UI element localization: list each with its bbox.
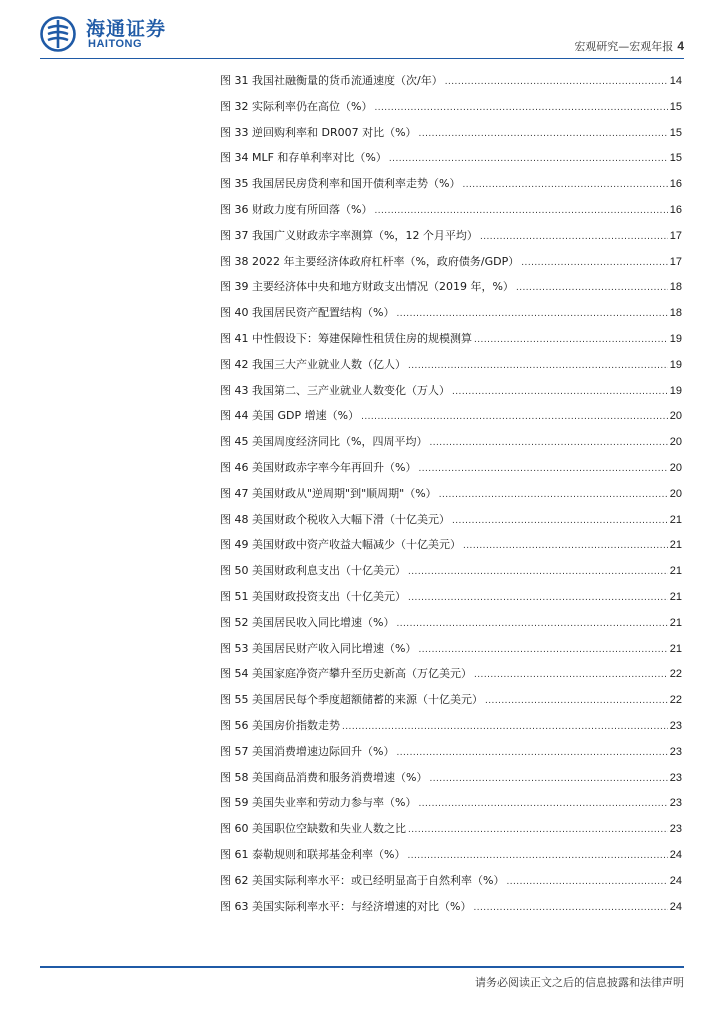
toc-entry-label: 图 60 美国职位空缺数和失业人数之比: [220, 822, 406, 836]
toc-leader-dots: [506, 869, 667, 895]
toc-entry-label: 图 31 我国社融衡量的货币流通速度（次/年）: [220, 74, 443, 87]
toc-leader-dots: [439, 482, 668, 508]
toc-entry[interactable]: [220, 300, 682, 326]
toc-leader-dots: [418, 637, 667, 663]
toc-entry-label: 图 61 泰勒规则和联邦基金利率（%）: [220, 847, 406, 861]
toc-entry-label: 图 41 中性假设下：筹建保障性租赁住房的规模测算: [220, 331, 472, 345]
toc-leader-dots: [462, 172, 667, 198]
toc-entry-page: 23: [669, 771, 682, 784]
toc-entry-label: 图 47 美国财政从"逆周期"到"顺周期"（%）: [220, 486, 437, 500]
toc-entry-page: 15: [669, 126, 682, 139]
toc-entry-label: 图 49 美国财政中资产收益大幅减少（十亿美元）: [220, 538, 461, 552]
toc-entry-label: 图 53 美国居民财产收入同比增速（%）: [220, 641, 417, 655]
toc-entry[interactable]: [220, 558, 682, 584]
toc-leader-dots: [396, 611, 667, 637]
toc-entry[interactable]: [220, 403, 682, 429]
toc-entry-page: 14: [669, 75, 682, 87]
toc-entry[interactable]: [220, 739, 682, 765]
toc-entry[interactable]: [220, 120, 682, 146]
toc-entry-page: 23: [669, 745, 682, 758]
toc-entry-page: 20: [669, 436, 682, 449]
toc-leader-dots: [419, 121, 668, 147]
toc-entry-page: 15: [669, 100, 682, 113]
toc-leader-dots: [445, 69, 668, 95]
toc-leader-dots: [408, 353, 668, 379]
toc-entry[interactable]: [220, 816, 682, 842]
toc-entry-page: 18: [669, 307, 682, 320]
toc-entry-page: 15: [669, 152, 682, 165]
toc-entry-page: 20: [669, 487, 682, 500]
toc-leader-dots: [361, 404, 668, 430]
toc-entry[interactable]: [220, 584, 682, 610]
toc-entry-page: 21: [669, 616, 682, 629]
toc-entry-page: 21: [669, 642, 682, 655]
toc-entry-label: 图 46 美国财政赤字率今年再回升（%）: [220, 460, 417, 474]
haitong-emblem-icon: [40, 16, 76, 52]
toc-entry-label: 图 43 我国第二、三产业就业人数变化（万人）: [220, 383, 450, 397]
toc-entry-page: 16: [669, 203, 682, 216]
toc-entry-label: 图 63 美国实际利率水平：与经济增速的对比（%）: [220, 899, 472, 913]
toc-entry-page: 17: [669, 255, 682, 268]
toc-leader-dots: [480, 224, 668, 250]
toc-entry-page: 16: [669, 178, 682, 191]
header-divider: [40, 58, 684, 59]
toc-entry-label: 图 38 2022 年主要经济体政府杠杆率（%，政府债务/GDP）: [220, 254, 520, 268]
toc-entry-page: 22: [669, 668, 682, 681]
toc-leader-dots: [521, 250, 667, 276]
logo-english-text: HAITONG: [88, 38, 143, 50]
toc-leader-dots: [342, 714, 668, 740]
toc-entry-page: 20: [669, 461, 682, 474]
toc-entry-page: 17: [669, 229, 682, 242]
toc-entry[interactable]: [220, 197, 682, 223]
toc-entry-label: 图 54 美国家庭净资产攀升至历史新高（万亿美元）: [220, 667, 472, 681]
toc-leader-dots: [418, 791, 667, 817]
toc-entry-label: 图 33 逆回购利率和 DR007 对比（%）: [220, 125, 417, 139]
toc-entry-page: 23: [669, 797, 682, 810]
toc-leader-dots: [408, 817, 668, 843]
toc-entry-label: 图 55 美国居民每个季度超额储蓄的来源（十亿美元）: [220, 693, 483, 707]
toc-entry[interactable]: [220, 249, 682, 275]
toc-entry-label: 图 39 主要经济体中央和地方财政支出情况（2019 年，%）: [220, 280, 514, 294]
toc-leader-dots: [452, 508, 668, 534]
toc-entry-label: 图 52 美国居民收入同比增速（%）: [220, 615, 395, 629]
toc-entry-label: 图 57 美国消费增速边际回升（%）: [220, 744, 395, 758]
toc-entry[interactable]: [220, 868, 682, 894]
toc-entry[interactable]: [220, 171, 682, 197]
toc-leader-dots: [516, 275, 668, 301]
toc-leader-dots: [474, 662, 668, 688]
toc-entry-page: 21: [669, 539, 682, 552]
toc-entry-label: 图 36 财政力度有所回落（%）: [220, 202, 373, 216]
toc-entry-label: 图 32 实际利率仍在高位（%）: [220, 99, 373, 113]
toc-entry-label: 图 40 我国居民资产配置结构（%）: [220, 306, 395, 320]
toc-entry-page: 21: [669, 565, 682, 578]
toc-leader-dots: [408, 559, 668, 585]
toc-entry-page: 20: [669, 410, 682, 423]
toc-leader-dots: [389, 146, 668, 172]
toc-entry-page: 19: [669, 358, 682, 371]
page-number: 4: [677, 39, 684, 53]
toc-entry-page: 22: [669, 694, 682, 707]
toc-entry[interactable]: [220, 636, 682, 662]
toc-leader-dots: [463, 533, 668, 559]
toc-entry-page: 19: [669, 384, 682, 397]
toc-entry-page: 23: [669, 823, 682, 836]
toc-leader-dots: [418, 456, 667, 482]
toc-entry[interactable]: [220, 765, 682, 791]
toc-entry[interactable]: [220, 429, 682, 455]
toc-entry-label: 图 62 美国实际利率水平：或已经明显高于自然利率（%）: [220, 873, 505, 887]
toc-leader-dots: [407, 843, 667, 869]
toc-entry[interactable]: [220, 274, 682, 300]
toc-leader-dots: [474, 327, 668, 353]
toc-entry-label: 图 35 我国居民房贷利率和国开债利率走势（%）: [220, 177, 461, 191]
toc-leader-dots: [396, 740, 667, 766]
toc-entry[interactable]: [220, 610, 682, 636]
toc-entry[interactable]: [220, 145, 682, 171]
toc-entry[interactable]: [220, 790, 682, 816]
toc-entry-label: 图 44 美国 GDP 增速（%）: [220, 409, 360, 423]
toc-entry-page: 18: [669, 281, 682, 294]
toc-entry-label: 图 50 美国财政利息支出（十亿美元）: [220, 564, 406, 578]
section-title: 宏观研究—宏观年报: [574, 40, 674, 53]
toc-entry[interactable]: [220, 842, 682, 868]
footer-disclaimer: 请务必阅读正文之后的信息披露和法律声明: [475, 976, 684, 989]
toc-entry-label: 图 37 我国广义财政赤字率测算（%，12 个月平均）: [220, 228, 478, 242]
toc-entry-label: 图 34 MLF 和存单利率对比（%）: [220, 151, 387, 165]
toc-entry-page: 24: [669, 900, 682, 913]
toc-leader-dots: [473, 895, 667, 921]
toc-entry-label: 图 51 美国财政投资支出（十亿美元）: [220, 589, 406, 603]
toc-entry-label: 图 58 美国商品消费和服务消费增速（%）: [220, 770, 428, 784]
toc-entry-label: 图 45 美国周度经济同比（%，四周平均）: [220, 435, 428, 449]
toc-leader-dots: [374, 95, 667, 121]
toc-entry[interactable]: [220, 713, 682, 739]
toc-entry-page: 23: [669, 719, 682, 732]
toc-leader-dots: [429, 766, 667, 792]
toc-entry-label: 图 59 美国失业率和劳动力参与率（%）: [220, 796, 417, 810]
toc-entry-page: 19: [669, 332, 682, 345]
toc-entry[interactable]: [220, 378, 682, 404]
toc-entry[interactable]: [220, 68, 682, 94]
toc-entry[interactable]: [220, 687, 682, 713]
header-section-info: [574, 38, 684, 54]
toc-entry-label: 图 48 美国财政个税收入大幅下滑（十亿美元）: [220, 512, 450, 526]
page-header: [0, 0, 724, 60]
toc-entry[interactable]: [220, 507, 682, 533]
toc-entry-page: 21: [669, 590, 682, 603]
toc-entry[interactable]: [220, 326, 682, 352]
toc-leader-dots: [485, 688, 668, 714]
logo-chinese-text: 海通证券: [86, 18, 167, 40]
toc-entry-label: 图 42 我国三大产业就业人数（亿人）: [220, 357, 406, 371]
toc-entry[interactable]: [220, 94, 682, 120]
toc-entry[interactable]: [220, 894, 682, 920]
haitong-logo: [40, 16, 180, 52]
footer-divider: [40, 966, 684, 968]
toc-entry-page: 24: [669, 874, 682, 887]
toc-entry[interactable]: [220, 352, 682, 378]
toc-entry[interactable]: [220, 223, 682, 249]
toc-entry[interactable]: [220, 661, 682, 687]
toc-entry[interactable]: [220, 481, 682, 507]
toc-entry[interactable]: [220, 455, 682, 481]
figure-index-list: [220, 68, 682, 919]
toc-entry[interactable]: [220, 532, 682, 558]
toc-leader-dots: [408, 585, 668, 611]
toc-entry-page: 24: [669, 848, 682, 861]
toc-leader-dots: [396, 301, 667, 327]
toc-entry-page: 21: [669, 513, 682, 526]
toc-leader-dots: [374, 198, 667, 224]
toc-leader-dots: [429, 430, 667, 456]
toc-entry-label: 图 56 美国房价指数走势: [220, 718, 340, 732]
toc-leader-dots: [452, 379, 668, 405]
